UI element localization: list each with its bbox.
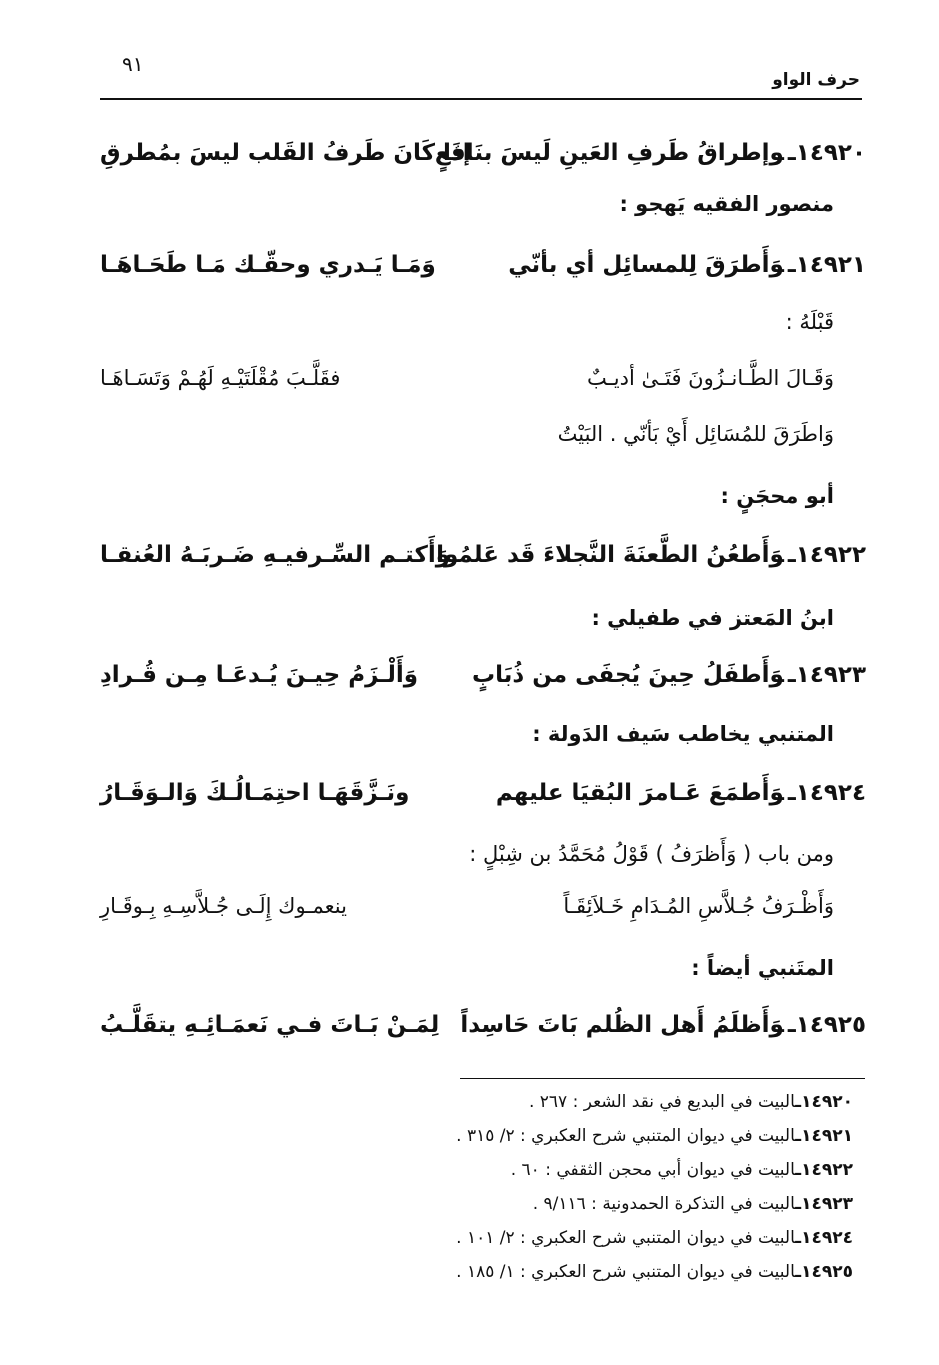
verse-number: ١٤٩٢١ـ <box>787 252 866 278</box>
verse-second-hemistich: وَمَـا يَـدري وحقّـك مَـا طَحَـاهَـا <box>100 252 436 278</box>
poem-body <box>100 120 866 1070</box>
hemistich-text: وإطراقُ طَرفِ العَينِ لَيسَ بنَافعٍ <box>434 140 784 166</box>
footnote <box>253 1194 853 1228</box>
hemistich-text: وَأَطمَعَ عَـامرَ البُقيَا عليهم <box>495 780 784 806</box>
section-note: ومن باب ( وَأَظرَفُ ) قَوْلُ مُحَمَّدُ بن شِبْلٍ : <box>469 842 834 866</box>
verse-number: ١٤٩٢٣ـ <box>787 662 866 688</box>
footnote-number: ١٤٩٢١ـ <box>795 1126 853 1146</box>
unnumbered-verse <box>100 888 834 932</box>
verse-first-hemistich <box>496 780 866 806</box>
poet-intro: ابنُ المَعتز في طفيلي : <box>591 606 834 630</box>
verse-14922 <box>100 532 866 582</box>
verse-14924 <box>100 770 866 820</box>
footnote-number: ١٤٩٢٤ـ <box>795 1228 853 1248</box>
verse-14921 <box>100 242 866 292</box>
hemistich-text: وَأَطرَقَ لِلمسائِل أي بأنّي <box>508 252 784 278</box>
hemistich-text: وَأَطعُنُ الطَّعنَةَ النَّجلاءَ قَد عَلمُوا <box>436 542 784 568</box>
footnote-divider <box>460 1078 865 1079</box>
footnote-text: البيت في ديوان المتنبي شرح العكبري : ١/ ١٨٥ . <box>456 1262 796 1282</box>
verse-second-hemistich: ونَـزَّقَهَـا احتِمَـالُـكَ وَالـوَقَـارُ <box>100 780 410 806</box>
verse-14920 <box>100 130 866 180</box>
footnote-number: ١٤٩٢٢ـ <box>795 1160 853 1180</box>
verse-second-hemistich: إذَا كَانَ طَرفُ القَلب ليسَ بمُطرقِ <box>100 140 471 166</box>
verse-second-hemistich: فقَلَّـبَ مُقْلَتَيْـهِ لَهُـمْ وَتَسَـاهَـا <box>100 366 341 390</box>
poet-intro: أبو محجَنٍ : <box>720 484 834 508</box>
verse-number: ١٤٩٢٢ـ <box>787 542 866 568</box>
hemistich-text: وَأَظلَمُ أَهل الظُلم بَاتَ حَاسِداً <box>460 1012 784 1038</box>
verse-number: ١٤٩٢٥ـ <box>787 1012 866 1038</box>
poet-intro: منصور الفقيه يَهجو : <box>619 192 834 216</box>
footnote-number: ١٤٩٢٣ـ <box>795 1194 853 1214</box>
hemistich-text: وَأَطفَلُ حِينَ يُجفَى من ذُبَابٍ <box>472 662 784 688</box>
footnote <box>253 1160 853 1194</box>
footnote-number: ١٤٩٢٠ـ <box>795 1092 853 1112</box>
page-number: ٩١ <box>122 52 144 76</box>
footnote <box>253 1126 853 1160</box>
poet-intro: المتَنبي أيضاً : <box>691 956 834 980</box>
footnote <box>253 1228 853 1262</box>
footnote-text: البيت في ديوان المتنبي شرح العكبري : ٢/ ١٠١ . <box>456 1228 796 1248</box>
verse-reference-line: وَاطَرَقَ للمُسَائِل أَيْ بَأنّي . البَيْتُ <box>557 422 834 446</box>
footnote-text: البيت في البديع في نقد الشعر : ٢٦٧ . <box>528 1092 796 1112</box>
verse-number: ١٤٩٢٠ـ <box>787 140 866 166</box>
footnote-number: ١٤٩٢٥ـ <box>795 1262 853 1282</box>
verse-first-hemistich <box>472 662 866 688</box>
verse-first-hemistich <box>460 1012 866 1038</box>
footnotes <box>253 1092 853 1296</box>
footnote-text: البيت في التذكرة الحمدونية : ٩/١١٦ . <box>532 1194 796 1214</box>
unnumbered-verse <box>100 360 834 404</box>
verse-14925 <box>100 1002 866 1052</box>
verse-first-hemistich <box>435 140 866 166</box>
verse-second-hemistich: وَأَكتـم السِّـرفيـهِ ضَـربَـهُ العُنقـا <box>100 542 450 568</box>
poet-intro: قَبْلَهُ : <box>785 310 834 334</box>
footnote-text: البيت في ديوان المتنبي شرح العكبري : ٢/ ٣١٥ . <box>456 1126 796 1146</box>
verse-14923 <box>100 652 866 702</box>
verse-first-hemistich <box>508 252 866 278</box>
verse-first-hemistich: وَأَظْـرَفُ جُـلاَّسِ المُـدَامِ خَـلاَئِقَـاً <box>563 894 834 918</box>
footnote <box>253 1262 853 1296</box>
verse-number: ١٤٩٢٤ـ <box>787 780 866 806</box>
chapter-title: حرف الواو <box>772 70 860 90</box>
verse-second-hemistich: لِمَـنْ بَـاتَ فـي نَعمَـائِـهِ يتقَلَّـبُ <box>100 1012 440 1038</box>
verse-second-hemistich: وَأَلْـزَمُ حِيـنَ يُـدعَـا مِـن قُـرادِ <box>100 662 419 688</box>
verse-first-hemistich <box>436 542 866 568</box>
footnote-text: البيت في ديوان أبي محجن الثقفي : ٦٠ . <box>510 1160 796 1180</box>
verse-second-hemistich: ينعمـوك إِلَـى جُـلاَّسِـهِ بِـوقَـارِ <box>100 894 347 918</box>
footnote <box>253 1092 853 1126</box>
page-header <box>100 48 862 100</box>
poet-intro: المتنبي يخاطب سَيف الدَولة : <box>532 722 834 746</box>
verse-first-hemistich: وَقَـالَ الطَّـانـزُونَ فَتَـىٰ أديـبٌ <box>586 366 834 390</box>
